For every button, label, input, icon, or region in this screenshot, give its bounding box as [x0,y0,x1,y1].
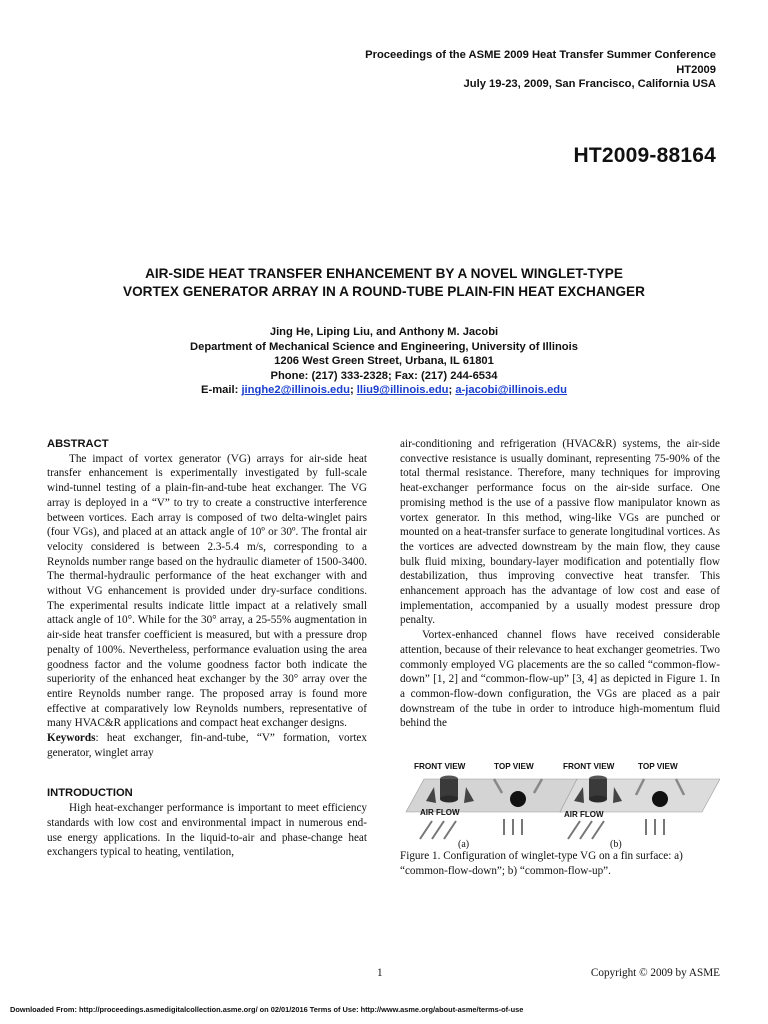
tube-bottom-a [440,796,458,803]
label-front-view-a: FRONT VIEW [414,762,466,771]
intro-paragraph-1: High heat-exchanger performance is important to meet efficiency standards with low cost and environmental impact in numerous end-use energy applications. In the liquid-to-air and phase-change heat exchangers typical to heating, ventilation, [47,802,367,859]
paper-id: HT2009-88164 [573,144,716,167]
fin-plate-back [560,779,720,812]
author-address: 1206 West Green Street, Urbana, IL 61801 [274,355,494,368]
intro-paragraph-2: Vortex-enhanced channel flows have received considerable attention, because of their relevance to heat exchanger geometries. Two commonly employed VG placements are the so called “common-flow-down” [1, 2] and “common-flow-up” [3, 4] as depicted in Figure 1. In a common-flow-down configuration, the VGs are placed as a pair downstream of the tube in order to introduce high-momentum fluid behind the [400,629,720,730]
flow-arrow [420,821,432,839]
author-emails [48,383,720,398]
flow-arrow [444,821,456,839]
air-flow-label-a: AIR FLOW [420,808,460,817]
email-separator: ; [349,384,354,397]
flow-arrow [432,821,444,839]
email-link-jacobi[interactable]: a-jacobi@illinois.edu [455,384,567,397]
flow-arrow [568,821,580,839]
figure-1-caption: Figure 1. Configuration of winglet-type VG on a fin surface: a) “common-flow-down”; b) “common-flow-up”. [400,850,683,877]
keywords-text: : heat exchanger, fin-and-tube, “V” formation, vortex generator, winglet array [47,732,367,759]
label-top-view-b: TOP VIEW [638,762,678,771]
abstract-heading: ABSTRACT [47,438,109,450]
tube-topview-b [652,791,668,807]
author-department: Department of Mechanical Science and Engineering, University of Illinois [190,340,578,353]
label-top-view-a: TOP VIEW [494,762,534,771]
label-front-view-b: FRONT VIEW [563,762,615,771]
email-link-liu[interactable]: lliu9@illinois.edu [356,384,449,397]
abstract-text: The impact of vortex generator (VG) arrays for air-side heat transfer enhancement is experimentally investigated by full-scale wind-tunnel testing of a plain-fin-and-tube heat exchanger. The VG array is deployed in a “V” to try to create a constructive interference between vortices. Each array is composed of two delta-winglet pairs (four VGs), and placed at an attack angle of 10º or 30º. The frontal air velocity considered is between 2.3-5.4 m/s, corresponding to a Reynolds number range based on the hydraulic diameter of 1500-3400. The thermal-hydraulic performance of the heat exchanger with and without VG enhancement is provided under dry-surface conditions. The experimental results indicate little impact at a relatively small attack angle of 10°. While for the 30° array, a 25-55% augmentation in air-side heat transfer coefficient is measured, but with a pressure drop penalty of 100%. Nevertheless, performance evaluation using the area goodness factor and the volume goodness factor both indicate the superiority of the enhanced heat exchanger by the 30° array over the entire Reynolds number range. The proposed array is found more effective at comparatively low Reynolds numbers, representative of many HVAC&R applications and compact heat exchanger designs. [47,452,367,730]
intro-paragraph-1-cont: air-conditioning and refrigeration (HVAC&R) systems, the air-side convective resistance is usually dominant, representing 75-90% of the total thermal resistance. Therefore, many techniques for improving heat-exchanger performance focus on the air-side surface. One promising method is the use of a passive flow manipulator known as vortex generator. In this method, wing-like VGs are punched or mounted on a heat-transfer surface to generate longitudinal vortices. As the vortices are advected downstream by the main flow, they cause bulk fluid mixing, boundary-layer modification and potentially flow destabilization, thus improving convective heat transfer. This enhancement approach has the advantage of low cost and ease of implementation, accompanied by a usually modest pressure drop penalty. [400,438,720,627]
download-footer: Downloaded From: http://proceedings.asmedigitalcollection.asme.org/ on 02/01/2016 Terms of Use: http://www.asme.org/about-asme/terms-of-use [10,1005,524,1014]
email-label: E-mail: [201,384,239,397]
keywords-label: Keywords [47,732,96,745]
page-number: 1 [377,967,383,979]
title-line: VORTEX GENERATOR ARRAY IN A ROUND-TUBE PLAIN-FIN HEAT EXCHANGER [123,283,645,299]
email-link-he[interactable]: jinghe2@illinois.edu [241,384,350,397]
conference-header [365,48,716,92]
conference-line: Proceedings of the ASME 2009 Heat Transfer Summer Conference [365,49,716,61]
paper-title [48,265,720,300]
title-line: AIR-SIDE HEAT TRANSFER ENHANCEMENT BY A NOVEL WINGLET-TYPE [145,266,623,281]
figure-1-diagram [402,757,720,849]
author-block [48,325,720,398]
subfigure-label-b: (b) [610,839,622,849]
tube-bottom-b [589,796,607,803]
introduction-heading: INTRODUCTION [47,787,133,800]
tube-topview-a [510,791,526,807]
keywords [47,731,367,760]
left-column [47,437,367,860]
email-separator: ; [448,384,453,397]
flow-arrow [592,821,604,839]
figure-1 [402,757,720,849]
copyright: Copyright © 2009 by ASME [590,967,720,979]
author-names: Jing He, Liping Liu, and Anthony M. Jacobi [269,326,499,338]
author-phone: Phone: (217) 333-2328; Fax: (217) 244-6534 [270,369,498,382]
subfigure-label-a: (a) [458,839,470,849]
air-flow-label-b: AIR FLOW [564,810,604,819]
conference-line: July 19-23, 2009, San Francisco, California USA [463,78,716,91]
conference-line: HT2009 [676,63,716,76]
right-column [400,437,720,731]
flow-arrow [580,821,592,839]
